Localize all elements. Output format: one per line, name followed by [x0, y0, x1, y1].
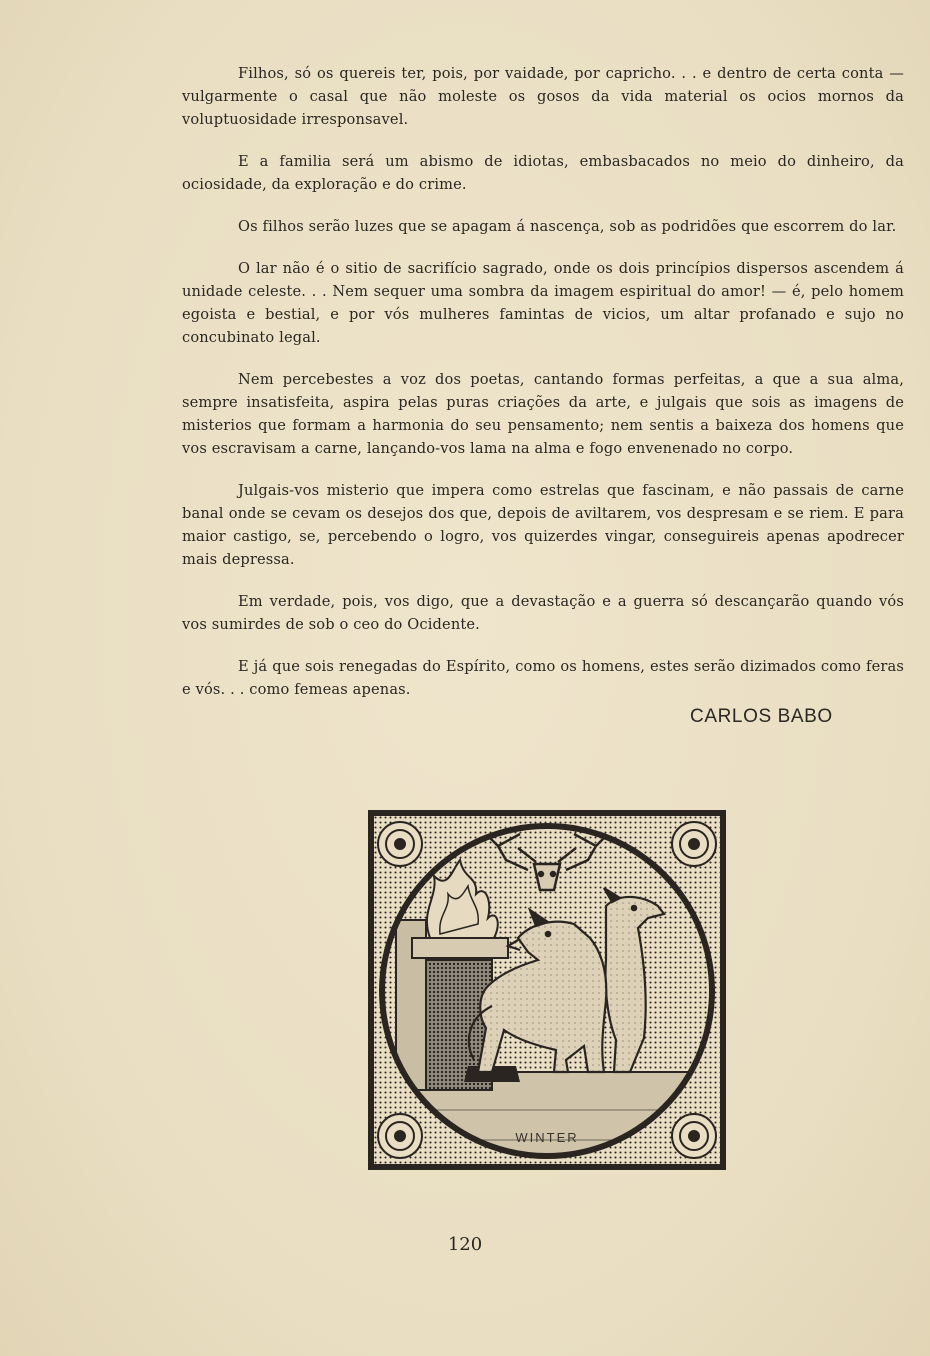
corner-rosette [378, 1114, 422, 1158]
paragraph: E a familia será um abismo de idiotas, embasbacados no meio do dinheiro, da ociosidade, da exploração e do crime. [182, 153, 904, 193]
illustration-caption: WINTER [515, 1130, 579, 1145]
winter-woodcut-illustration [368, 810, 726, 1170]
paragraph: Em verdade, pois, vos digo, que a devastação e a guerra só descançarão quando vós vos sumirdes de sob o ceo do Ocidente. [182, 593, 904, 633]
author-signature: CARLOS BABO [690, 706, 833, 727]
paragraph: Nem percebestes a voz dos poetas, cantando formas perfeitas, a que a sua alma, sempre insatisfeita, aspira pelas puras criações da arte, e julgais que sois as imagens de misterios que formam a harmonia do seu pensamento; nem sentis a baixeza dos homens que vos escravisam a carne, lançando-vos lama na alma e fogo envenenado no corpo. [182, 371, 904, 457]
corner-rosette [672, 1114, 716, 1158]
paragraph: Julgais-vos misterio que impera como estrelas que fascinam, e não passais de carne banal onde se cevam os desejos dos que, depois de aviltarem, vos despresam e se riem. E para maior castigo, se, percebendo o logro, vos quizerdes vingar, conseguireis apenas apodrecer mais depressa. [182, 482, 904, 568]
paragraph: Filhos, só os quereis ter, pois, por vaidade, por capricho. . . e dentro de certa conta — vulgarmente o casal que não moleste os gosos da vida material os ocios mornos da voluptuosidade irresponsavel. [182, 65, 904, 128]
corner-rosette [672, 822, 716, 866]
article-body [182, 62, 904, 720]
paragraph: Os filhos serão luzes que se apagam á nascença, sob as podridões que escorrem do lar. [238, 218, 897, 235]
corner-rosette [378, 822, 422, 866]
paragraph: E já que sois renegadas do Espírito, como os homens, estes serão dizimados como feras e vós. . . como femeas apenas. [182, 658, 904, 698]
page-number: 120 [447, 1234, 483, 1255]
paragraph: O lar não é o sitio de sacrifício sagrado, onde os dois princípios dispersos ascendem á unidade celeste. . . Nem sequer uma sombra da imagem espiritual do amor! — é, pelo homem egoista e bestial, e por vós mulheres famintas de vicios, um altar profanado e sujo no concubinato legal. [182, 260, 904, 346]
